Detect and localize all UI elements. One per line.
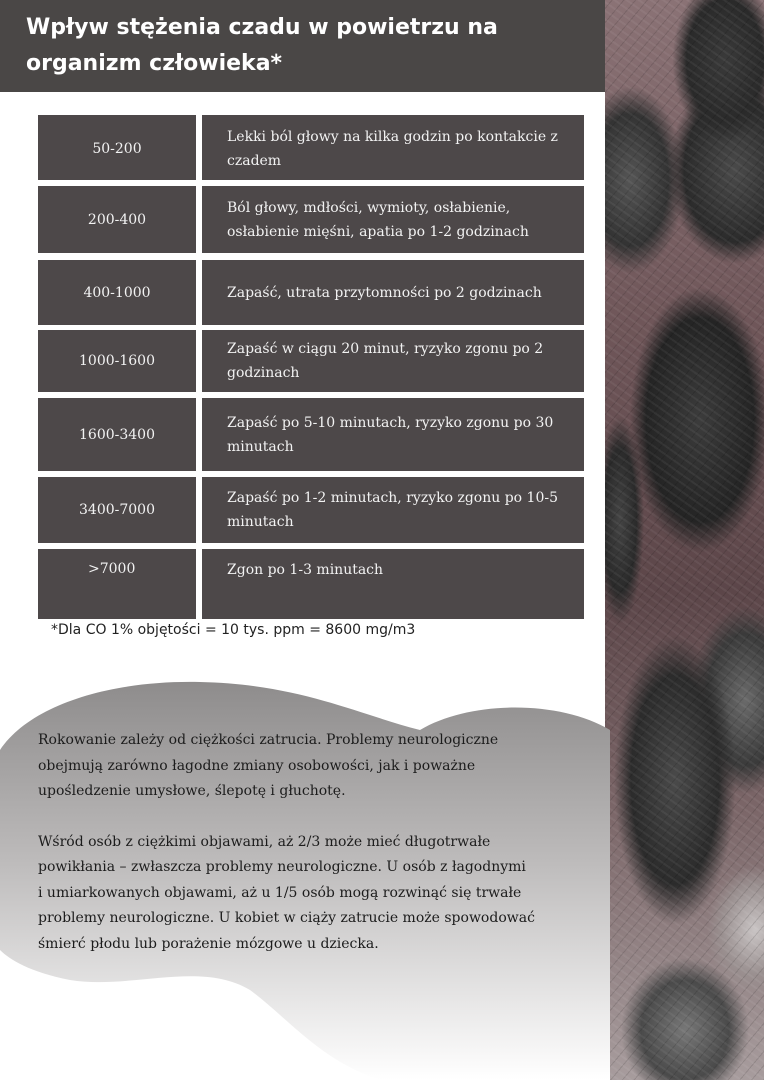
paragraph: Wśród osób z ciężkimi objawami, aż 2/3 może mieć długotrwałe powikłania – zwłaszcza problemy neurologiczne. U osób z łagodnymi i umiarkowanych objawami, aż u 1/5 osób mogą rozwinąć się trwałe problemy neurologiczne. U kobiet w ciąży zatrucie może spowodować śmierć płodu lub porażenie mózgowe u dziecka.: [38, 833, 535, 952]
effect-cell: Lekki ból głowy na kilka godzin po kontakcie z czadem: [202, 115, 584, 180]
ppm-cell: 200-400: [38, 186, 196, 253]
table-row: [38, 186, 584, 253]
effect-cell: Zapaść po 1-2 minutach, ryzyko zgonu po 10-5 minutach: [202, 477, 584, 543]
body-text: [38, 728, 598, 957]
table-row: [38, 477, 584, 543]
table-row: [38, 260, 584, 325]
ppm-cell: 3400-7000: [38, 477, 196, 543]
coal-photo: [605, 0, 764, 1080]
ppm-cell: 1600-3400: [38, 398, 196, 471]
ppm-cell: >7000: [38, 549, 196, 619]
header-bar: [0, 0, 605, 92]
effect-cell: Zapaść, utrata przytomności po 2 godzinach: [202, 260, 584, 325]
footnote: *Dla CO 1% objętości = 10 tys. ppm = 8600 mg/m3: [51, 622, 416, 638]
ppm-cell: 400-1000: [38, 260, 196, 325]
table-row: [38, 115, 584, 180]
effect-cell: Zgon po 1-3 minutach: [202, 549, 584, 619]
table-row: [38, 398, 584, 471]
table-row: [38, 549, 584, 619]
ppm-cell: 1000-1600: [38, 330, 196, 392]
effect-cell: Ból głowy, mdłości, wymioty, osłabienie, osłabienie mięśni, apatia po 1-2 godzinach: [202, 186, 584, 253]
effect-cell: Zapaść w ciągu 20 minut, ryzyko zgonu po 2 godzinach: [202, 330, 584, 392]
table-row: [38, 330, 584, 392]
coal-texture: [605, 0, 764, 1080]
effect-cell: Zapaść po 5-10 minutach, ryzyko zgonu po 30 minutach: [202, 398, 584, 471]
paragraph: Rokowanie zależy od ciężkości zatrucia. Problemy neurologiczne obejmują zarówno łagodne zmiany osobowości, jak i poważne upośledzenie umysłowe, ślepotę i głuchotę.: [38, 732, 499, 799]
ppm-cell: 50-200: [38, 115, 196, 180]
page-title: Wpływ stężenia czadu w powietrzu na organizm człowieka*: [26, 15, 498, 76]
